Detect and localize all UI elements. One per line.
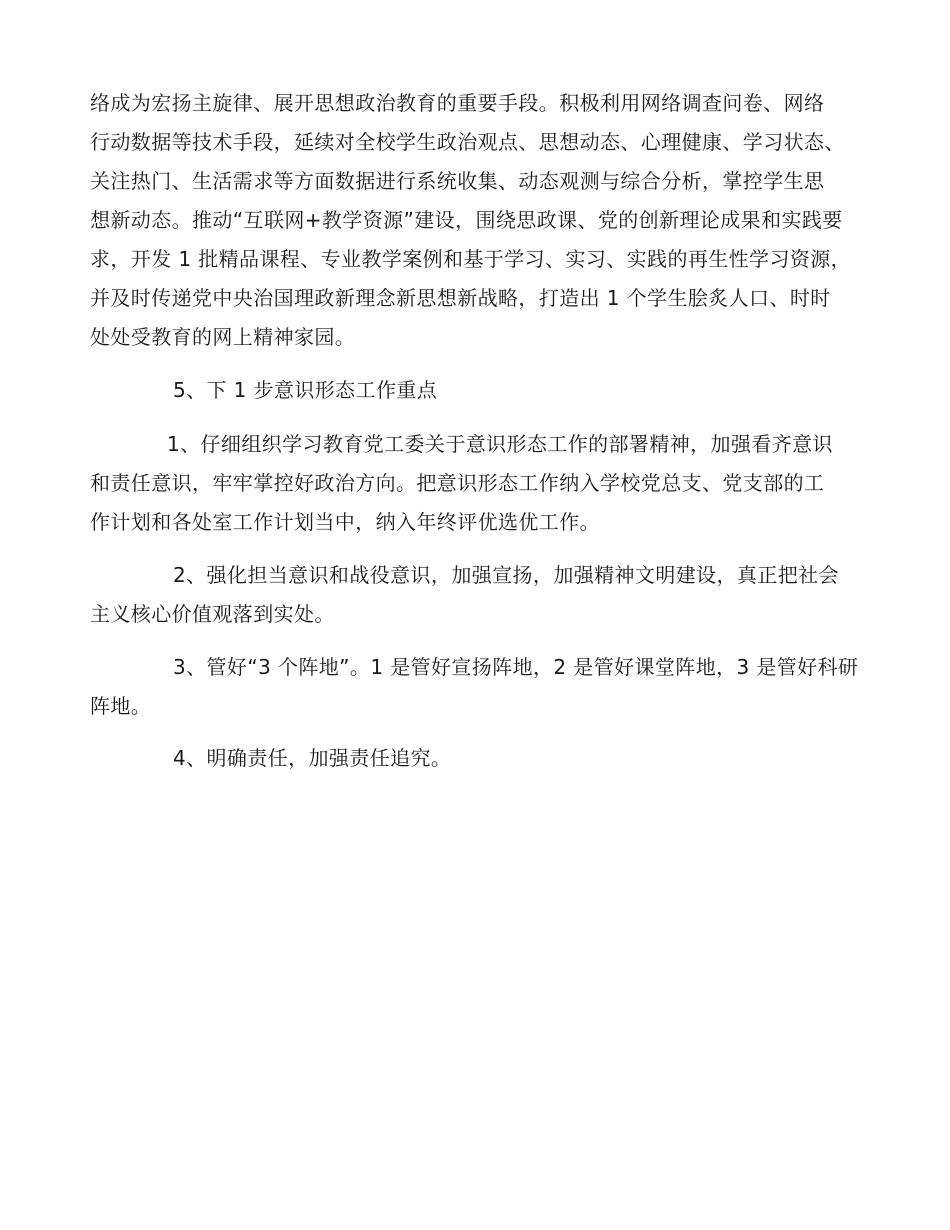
text-line: 求，开发 1 批精品课程、专业教学案例和基于学习、实习、实践的再生性学习资源， xyxy=(90,247,852,271)
text-line: 主义核心价值观落到实处。 xyxy=(90,602,335,626)
text-line: 和责任意识，牢牢掌控好政治方向。把意识形态工作纳入学校党总支、党支部的工 xyxy=(90,471,825,495)
text-line: 关注热门、生活需求等方面数据进行系统收集、动态观测与综合分析，掌控学生思 xyxy=(90,169,825,193)
text-line: 想新动态。推动“互联网+教学资源”建设，围绕思政课、党的创新理论成果和实践要 xyxy=(90,208,843,232)
text-line: 3、管好“3 个阵地”。1 是管好宣扬阵地，2 是管好课堂阵地，3 是管好科研 xyxy=(173,655,859,679)
text-line: 处处受教育的网上精神家园。 xyxy=(90,325,356,349)
text-line: 阵地。 xyxy=(90,694,152,718)
text-line: 并及时传递党中央治国理政新理念新思想新战略，打造出 1 个学生脍炙人口、时时 xyxy=(90,286,831,310)
text-line: 行动数据等技术手段，延续对全校学生政治观点、思想动态、心理健康、学习状态、 xyxy=(90,130,845,154)
section-heading: 5、下 1 步意识形态工作重点 xyxy=(173,378,438,402)
text-line: 1、仔细组织学习教育党工委关于意识形态工作的部署精神，加强看齐意识 xyxy=(167,432,833,456)
text-line: 络成为宏扬主旋律、展开思想政治教育的重要手段。积极利用网络调查问卷、网络 xyxy=(90,91,825,115)
text-line: 作计划和各处室工作计划当中，纳入年终评优选优工作。 xyxy=(90,510,600,534)
text-line: 4、明确责任，加强责任追究。 xyxy=(173,746,452,770)
text-line: 2、强化担当意识和战役意识，加强宣扬，加强精神文明建设，真正把社会 xyxy=(173,563,839,587)
